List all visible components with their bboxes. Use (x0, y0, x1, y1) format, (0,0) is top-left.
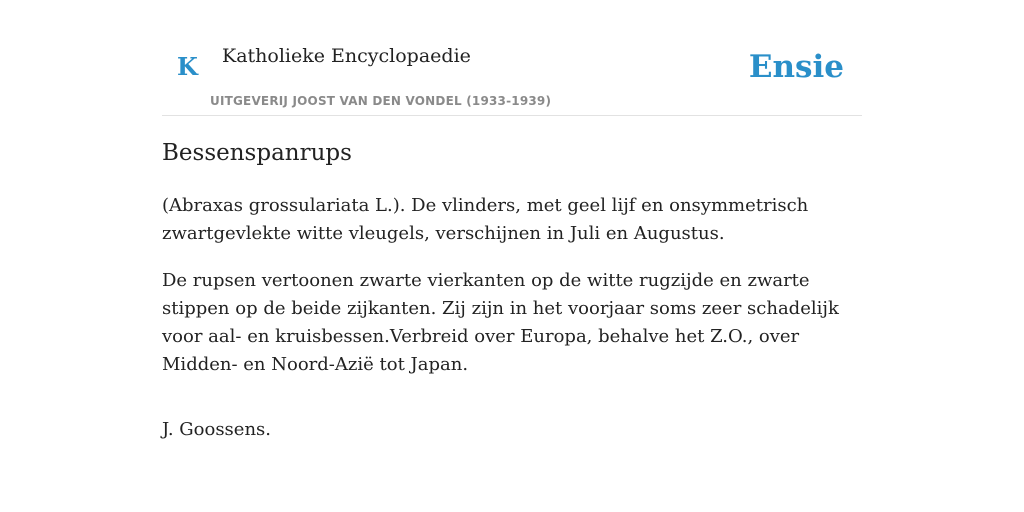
encyclopedia-logo[interactable]: K (177, 52, 198, 81)
article-paragraph: De rupsen vertoonen zwarte vierkanten op de witte rugzijde en zwarte stippen op de beide zijkanten. Zij zijn in het voorjaar soms zeer schadelijk voor aal- en kruisbessen.Verbreid over Europa, behalve het Z.O., over Midden- en Noord-Azië tot Japan. (162, 270, 839, 375)
ensie-brand-link[interactable]: Ensie (748, 49, 844, 85)
site-header (162, 0, 862, 116)
content-container (162, 0, 862, 440)
article-title: Bessenspanrups (162, 140, 352, 166)
publisher-label: UITGEVERIJ JOOST VAN DEN VONDEL (1933-1939) (210, 94, 552, 108)
article-body (162, 192, 862, 463)
article-paragraph: (Abraxas grossulariata L.). De vlinders, met geel lijf en onsymmetrisch zwartgevlekte witte vleugels, verschijnen in Juli en Augustus. (162, 195, 809, 244)
article-author: J. Goossens. (162, 419, 271, 440)
site-title[interactable]: Katholieke Encyclopaedie (222, 45, 471, 67)
